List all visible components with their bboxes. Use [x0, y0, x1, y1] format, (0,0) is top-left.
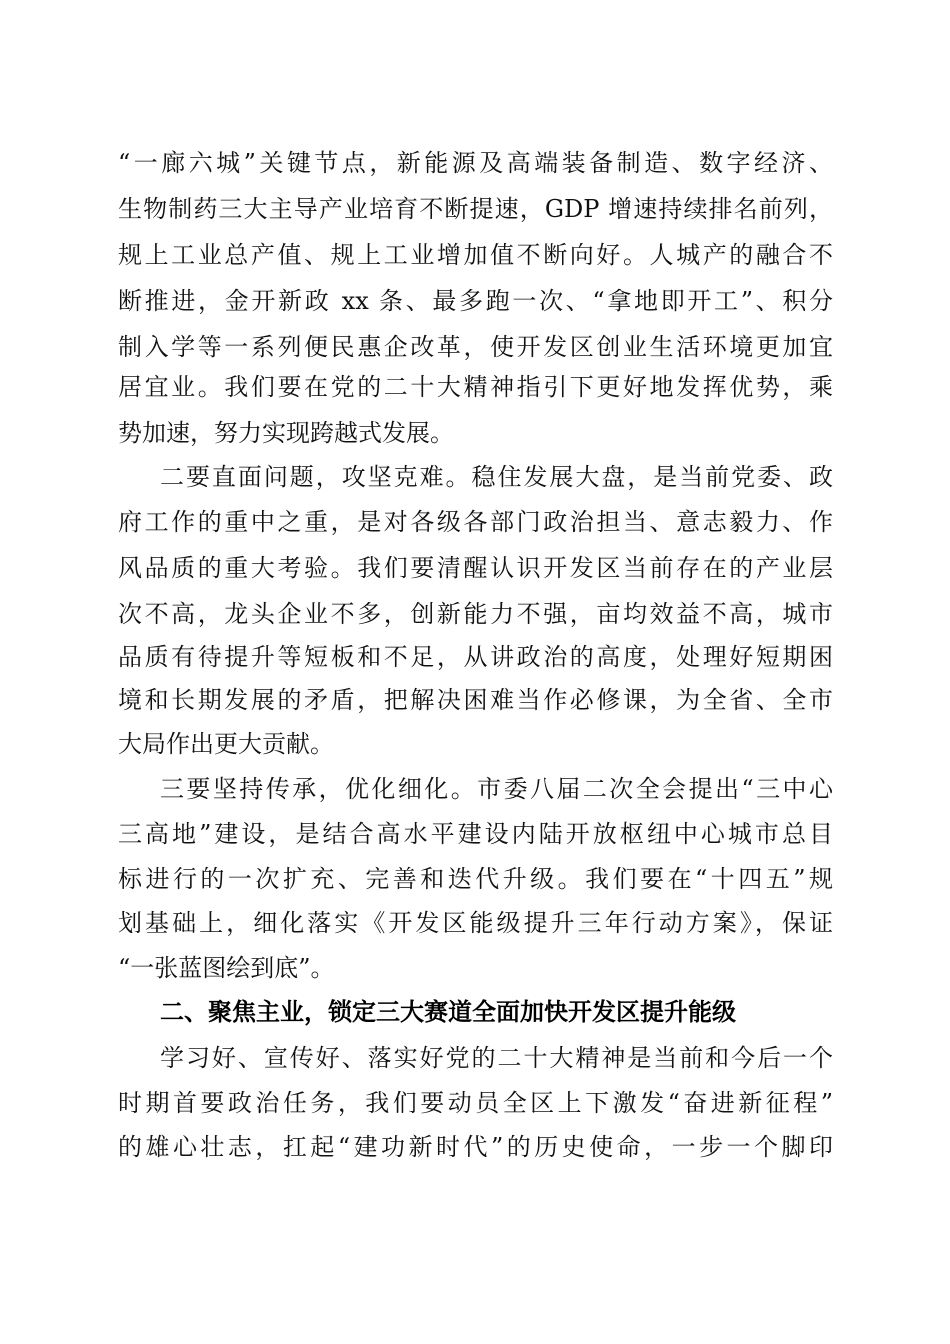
- paragraph-3-line-5: “一张蓝图绘到底”。: [118, 954, 335, 982]
- paragraph-2-line-6: 境和长期发展的矛盾，把解决困难当作必修课，为全省、全市: [118, 686, 833, 714]
- section-heading: 二、聚焦主业，锁定三大赛道全面加快开发区提升能级: [160, 998, 736, 1026]
- paragraph-1-line-3: 规上工业总产值、规上工业增加值不断向好。人城产的融合不: [118, 241, 833, 269]
- paragraph-3-line-1: 三要坚持传承，优化细化。市委八届二次全会提出“三中心: [160, 775, 833, 803]
- paragraph-1-line-4: 断推进，金开新政 xx 条、最多跑一次、“拿地即开工”、积分: [118, 287, 833, 315]
- paragraph-1-line-6: 居宜业。我们要在党的二十大精神指引下更好地发挥优势，乘: [118, 373, 833, 401]
- paragraph-3-line-4: 划基础上，细化落实《开发区能级提升三年行动方案》，保证: [118, 909, 833, 937]
- paragraph-2-line-7: 大局作出更大贡献。: [118, 730, 334, 758]
- paragraph-4-line-3: 的雄心壮志，扛起“建功新时代”的历史使命，一步一个脚印: [118, 1133, 833, 1161]
- paragraph-2-line-3: 风品质的重大考验。我们要清醒认识开发区当前存在的产业层: [118, 554, 833, 582]
- paragraph-4-line-1: 学习好、宣传好、落实好党的二十大精神是当前和今后一个: [160, 1044, 833, 1072]
- paragraph-2-line-4: 次不高，龙头企业不多，创新能力不强，亩均效益不高，城市: [118, 600, 833, 628]
- paragraph-3-line-3: 标进行的一次扩充、完善和迭代升级。我们要在“十四五”规: [118, 865, 833, 893]
- paragraph-3-line-2: 三高地”建设，是结合高水平建设内陆开放枢纽中心城市总目: [118, 820, 833, 848]
- paragraph-2-line-1: 二要直面问题，攻坚克难。稳住发展大盘，是当前党委、政: [160, 463, 833, 491]
- paragraph-1-line-7: 势加速，努力实现跨越式发展。: [118, 419, 454, 447]
- paragraph-1-line-2: 生物制药三大主导产业培育不断提速，GDP 增速持续排名前列，: [118, 195, 833, 223]
- paragraph-4-line-2: 时期首要政治任务，我们要动员全区上下激发“奋进新征程”: [118, 1089, 833, 1117]
- paragraph-1-line-1: “一廊六城”关键节点，新能源及高端装备制造、数字经济、: [118, 149, 833, 177]
- paragraph-1-line-5: 制入学等一系列便民惠企改革，使开发区创业生活环境更加宜: [118, 333, 833, 361]
- paragraph-2-line-5: 品质有待提升等短板和不足，从讲政治的高度，处理好短期困: [118, 643, 833, 671]
- paragraph-2-line-2: 府工作的重中之重，是对各级各部门政治担当、意志毅力、作: [118, 508, 833, 536]
